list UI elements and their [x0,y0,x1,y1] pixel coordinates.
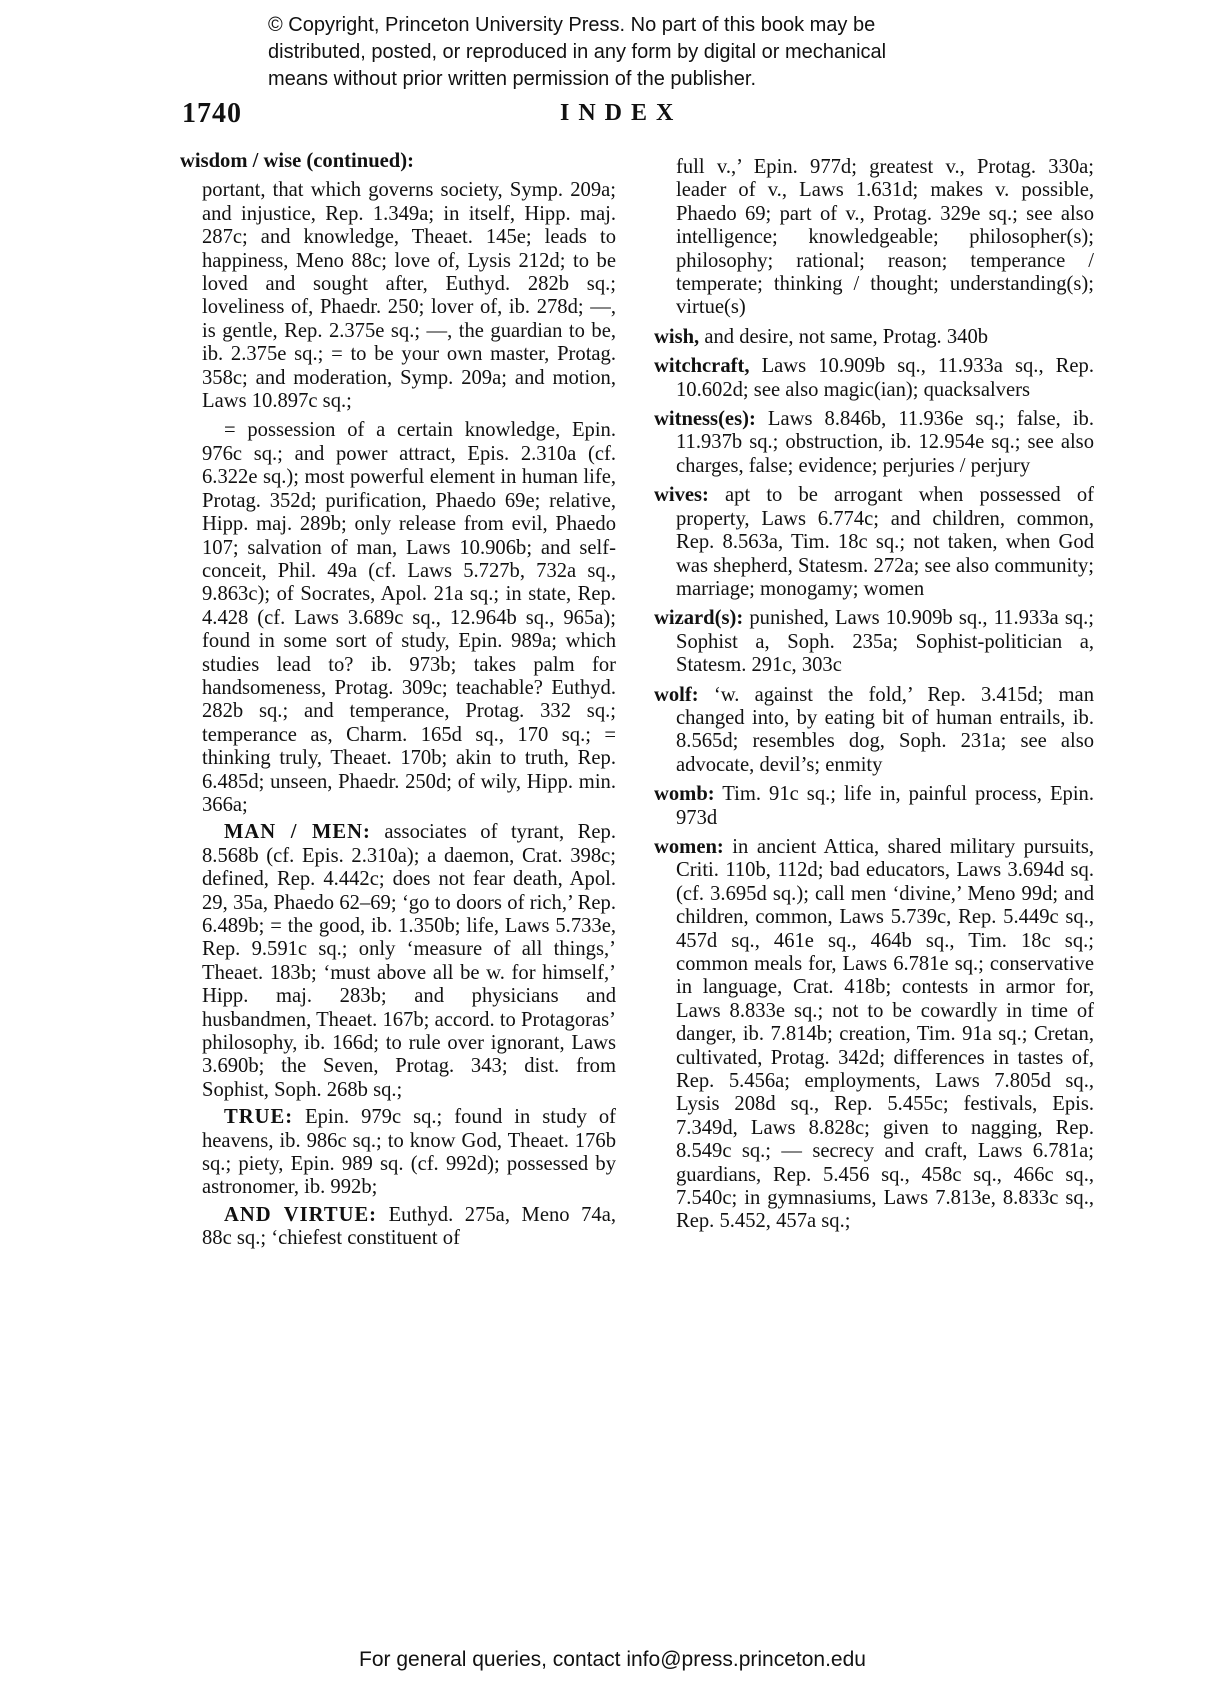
subsection-text: Euthyd. 275a, Meno 74a, 88c sq.; ‘chiefest constituent of [202,1203,616,1250]
subsection-label: AND VIRTUE: [224,1203,378,1226]
index-entry [654,408,1094,478]
copyright-notice [268,12,1028,93]
entry-heading-text: wisdom / wise (continued): [180,150,414,172]
entry-head: wizard(s): [654,607,744,630]
index-entry [654,355,1094,402]
subsection-text: associates of tyrant, Rep. 8.568b (cf. Epis. 2.310a); a daemon, Crat. 398c; defined, Rep. 4.442c; does not fear death, Apol. 29, 35a, Phaedo 62–69; ‘go to doors of rich,’ Rep. 6.489b; = the good, ib. 1.350b; life, Laws 5.733e, Rep. 9.591c sq.; only ‘measure of all things,’ Theaet. 183b; ‘must above all be w. for himself,’ Hipp. maj. 283b; and physicians and husbandmen, Theaet. 167b; accord. to Protagoras’ philosophy, ib. 166d; to rule over ignorant, Laws 3.690b; the Seven, Protag. 343; dist. from Sophist, Soph. 268b sq.; [202,821,616,1101]
entry-text: apt to be arrogant when possessed of property, Laws 6.774c; and children, common, Rep. 8.563a, Tim. 18c sq.; not taken, when God was shepherd, Statesm. 272a; see also community; marriage; monogamy; women [676,484,1094,600]
entry-text: ‘w. against the fold,’ Rep. 3.415d; man changed into, by eating bit of human entrails, ib. 8.565d; resembles dog, Soph. 231a; see also advocate, devil’s; enmity [676,683,1094,776]
subsection [180,1204,616,1251]
entry-continuation: portant, that which governs society, Symp. 209a; and injustice, Rep. 1.349a; in itself, Hipp. maj. 287c; and knowledge, Theaet. 145e; leads to happiness, Meno 88c; love of, Lysis 212d; to be loved and sought after, Euthyd. 282b sq.; loveliness of, Phaedr. 250; lover of, ib. 278d; —, is gentle, Rep. 2.375e sq.; —, the guardian to be, ib. 2.375e sq.; = to be your own master, Protag. 358c; and moderation, Symp. 209a; and motion, Laws 10.897c sq.; [202,179,616,413]
entry-head: witness(es): [654,408,756,431]
entry-text: punished, Laws 10.909b sq., 11.933a sq.; Sophist a, Soph. 235a; Sophist-politician a, Statesm. 291c, 303c [676,607,1094,677]
entry-heading [180,150,616,173]
entry-head: womb: [654,783,715,806]
subsection-label: MAN / MEN: [224,821,371,844]
entry-text: Laws 10.909b sq., 11.933a sq., Rep. 10.602d; see also magic(ian); quacksalvers [676,355,1094,401]
index-entry [654,684,1094,778]
index-entry [654,484,1094,601]
entry-paragraph: = possession of a certain knowledge, Epin. 976c sq.; and power attract, Epis. 2.310a (cf. 6.322e sq.); most powerful element in human life, Protag. 352d; purification, Phaedo 69e; relative, Hipp. maj. 289b; only release from evil, Phaedo 107; salvation of man, Laws 10.906b; and self-conceit, Phil. 49a (cf. Laws 5.727b, 732a sq., 9.863c); of Socrates, Apol. 21a sq.; in state, Rep. 4.428 (cf. Laws 3.689c sq., 12.964b sq., 965a); found in some sort of study, Epin. 989a; which studies lead to? ib. 973b; takes palm for handsomeness, Protag. 309c; teachable? Euthyd. 282b sq.; and temperance, Protag. 332 sq.; temperance as, Charm. 165d sq., 170 sq.; = thinking truly, Theaet. 170b; akin to truth, Rep. 6.485d; unseen, Phaedr. 250d; of wily, Hipp. min. 366a; [202,419,616,816]
copyright-line: distributed, posted, or reproduced in any form by digital or mechanical [268,41,887,63]
subsection-list [180,821,616,1250]
entry-head: wish, [654,325,700,348]
running-head: INDEX [560,100,683,126]
entry-list [654,326,1094,1234]
entry-continuation: full v.,’ Epin. 977d; greatest v., Protag. 330a; leader of v., Laws 1.631d; makes v. possible, Phaedo 69; part of v., Protag. 329e sq.; see also intelligence; knowledgeable; philosopher(s); philosophy; rational; reason; temperance / temperate; thinking / thought; understanding(s); virtue(s) [676,156,1094,319]
subsection-text: Epin. 979c sq.; found in study of heavens, ib. 986c sq.; to know God, Theaet. 176b sq.; piety, Epin. 989 sq. (cf. 992d); possessed by astronomer, ib. 992b; [202,1106,616,1199]
footer-contact: For general queries, contact info@press.princeton.edu [359,1648,866,1671]
right-column [654,156,1094,1240]
index-entry [654,783,1094,830]
subsection-label: TRUE: [224,1106,294,1129]
entry-head: witchcraft, [654,355,750,378]
index-entry [654,836,1094,1234]
left-column [180,150,616,1255]
entry-text: and desire, not same, Protag. 340b [699,325,989,348]
entry-text: in ancient Attica, shared military pursuits, Criti. 110b, 112d; bad educators, Laws 3.694d sq. (cf. 3.695d sq.); call men ‘divine,’ Meno 99d; and children, common, Laws 5.739c, Rep. 5.449c sq., 457d sq., 461e sq., 464b sq., Tim. 18c sq.; common meals for, Laws 6.781e sq.; conservative in language, Crat. 418b; contests in armor for, Laws 8.833e sq.; not to be cowardly in time of danger, ib. 7.814b; creation, Tim. 91a sq.; Cretan, cultivated, Protag. 342d; differences in tastes of, Rep. 5.456a; employments, Laws 7.805d sq., Lysis 208d sq., Rep. 5.455c; festivals, Epis. 7.349d, Laws 8.828c; given to nagging, Rep. 8.549c sq.; — secrecy and craft, Laws 6.781a; guardians, Rep. 5.456 sq., 458c sq., 466c sq., 7.540c; in gymnasiums, Laws 7.813e, 8.833c sq., Rep. 5.452, 457a sq.; [676,835,1094,1233]
entry-head: women: [654,835,724,858]
subsection [180,1106,616,1200]
copyright-line: © Copyright, Princeton University Press. No part of this book may be [268,14,876,36]
entry-text: Laws 8.846b, 11.936e sq.; false, ib. 11.937b sq.; obstruction, ib. 12.954e sq.; see also charges, false; evidence; perjuries / perjury [676,408,1094,477]
index-entry [654,607,1094,677]
entry-head: wives: [654,484,709,507]
subsection [180,821,616,1102]
entry-text: Tim. 91c sq.; life in, painful process, Epin. 973d [676,783,1094,829]
index-entry [654,326,1094,349]
copyright-line: means without prior written permission of the publisher. [268,68,757,90]
page-number: 1740 [182,98,242,129]
entry-head: wolf: [654,683,699,706]
